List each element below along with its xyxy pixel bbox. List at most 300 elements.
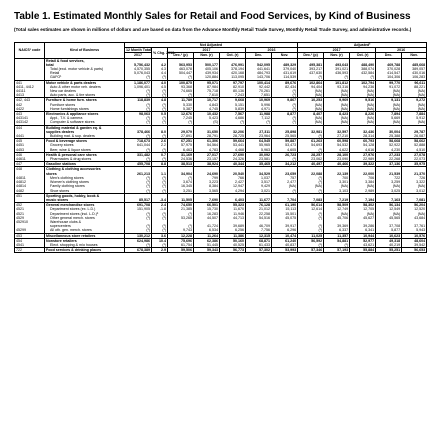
value-cell: 8.8 bbox=[152, 162, 168, 167]
value-cell: 28,100 bbox=[324, 152, 350, 157]
value-cell: 4.0 bbox=[152, 80, 168, 85]
value-cell: 11,670 bbox=[220, 207, 246, 211]
value-cell: 52,888 bbox=[402, 143, 427, 147]
value-cell: 40,219 bbox=[376, 243, 402, 248]
naics-header: NAICS¹ code bbox=[15, 43, 45, 59]
value-cell: 7,651 bbox=[246, 93, 272, 98]
value-cell: 7,894 bbox=[376, 112, 402, 117]
value-cell: (¹) bbox=[272, 120, 298, 125]
naics-code-cell: 442, 443 bbox=[15, 98, 45, 103]
value-cell: (¹) bbox=[125, 184, 152, 188]
value-cell: 29,079 bbox=[168, 130, 194, 134]
value-cell: (NA) bbox=[350, 93, 376, 98]
value-cell: (NA) bbox=[402, 107, 427, 112]
value-cell: (NA) bbox=[350, 116, 376, 120]
value-cell: 60,598 bbox=[324, 139, 350, 144]
value-cell: 40,466 bbox=[324, 162, 350, 167]
value-cell: 45,075 bbox=[272, 216, 298, 220]
value-cell: 12,749 bbox=[324, 207, 350, 211]
value-cell: (NA) bbox=[324, 184, 350, 188]
value-cell: 93,316 bbox=[324, 85, 350, 89]
value-cell: 50,160 bbox=[220, 238, 246, 243]
naics-code-cell: 4453 bbox=[15, 148, 45, 153]
value-cell: (¹) bbox=[125, 180, 152, 184]
value-cell: 98,063 bbox=[125, 112, 152, 117]
value-cell: 22,000 bbox=[350, 172, 376, 176]
value-cell: 432,584 bbox=[350, 71, 376, 75]
value-cell: 54,564 bbox=[194, 143, 220, 147]
kind-of-business-cell: Electronics & appliance stores bbox=[45, 112, 125, 117]
value-cell: 57,975 bbox=[168, 143, 194, 147]
value-cell: 34,212 bbox=[272, 162, 298, 167]
value-cell: (¹) bbox=[125, 116, 152, 120]
value-cell: 331,482 bbox=[125, 152, 152, 157]
naics-code-cell: 722 bbox=[15, 248, 45, 253]
naics-code-cell: 4541 bbox=[15, 243, 45, 248]
value-cell: 23,581 bbox=[246, 157, 272, 162]
value-cell: 85,517 bbox=[125, 198, 152, 203]
value-cell: 27,078 bbox=[402, 152, 427, 157]
value-cell: 54,693 bbox=[298, 143, 324, 147]
value-cell: 11,386 bbox=[220, 233, 246, 238]
value-cell: 49,318 bbox=[376, 238, 402, 243]
value-cell: 40,344 bbox=[220, 162, 246, 167]
value-cell: 74,665 bbox=[168, 89, 194, 93]
value-cell: 4,783 bbox=[194, 148, 220, 153]
value-cell: 11,988 bbox=[246, 112, 272, 117]
kind-of-business-cell: total bbox=[45, 63, 125, 67]
value-cell: 6,296 bbox=[272, 228, 298, 233]
value-cell: (¹) bbox=[125, 120, 152, 125]
value-cell: 2.9 bbox=[152, 248, 168, 253]
value-cell: 96,611 bbox=[402, 80, 427, 85]
value-cell: 1,186,077 bbox=[125, 80, 152, 85]
value-cell: (¹) bbox=[152, 103, 168, 107]
value-cell: 563,953 bbox=[168, 63, 194, 67]
value-cell: 114,539 bbox=[272, 75, 298, 80]
value-cell: 20,540 bbox=[220, 172, 246, 176]
value-cell: 27,690 bbox=[220, 152, 246, 157]
value-cell: 6,337 bbox=[324, 228, 350, 233]
naics-code-cell: 45299 bbox=[15, 228, 45, 233]
kind-of-business-cell: Miscellaneous store retailers bbox=[45, 233, 125, 238]
naics-code-cell: 454 bbox=[15, 238, 45, 243]
value-cell: 23,964 bbox=[246, 134, 272, 139]
value-cell: (¹) bbox=[152, 212, 168, 216]
value-cell: 22,268 bbox=[376, 157, 402, 162]
value-cell: 9,429 bbox=[246, 184, 272, 188]
value-cell: 10,253 bbox=[298, 98, 324, 103]
value-cell: 9,516 bbox=[350, 98, 376, 103]
value-cell: 41,724 bbox=[194, 224, 220, 228]
value-cell: 5,996 bbox=[246, 103, 272, 107]
naics-code-cell: 453 bbox=[15, 233, 45, 238]
value-cell: 51,445 bbox=[194, 243, 220, 248]
kind-of-business-cell: Sporting goods, hobby, book & bbox=[45, 193, 125, 198]
value-cell: (¹) bbox=[298, 148, 324, 153]
value-cell: 641,044 bbox=[125, 143, 152, 147]
value-cell: (NA) bbox=[298, 89, 324, 93]
value-cell: (NA) bbox=[376, 107, 402, 112]
naics-code-cell: 44814 bbox=[15, 184, 45, 188]
value-cell: 32,206 bbox=[220, 130, 246, 134]
value-cell: (NA) bbox=[298, 120, 324, 125]
value-cell: 484,793 bbox=[246, 71, 272, 75]
value-cell: 94,404 bbox=[298, 85, 324, 89]
value-cell: (NA) bbox=[324, 89, 350, 93]
value-cell: 23,157 bbox=[194, 157, 220, 162]
value-cell: 67,251 bbox=[168, 139, 194, 144]
value-cell: (¹) bbox=[272, 103, 298, 107]
value-cell: 55,884 bbox=[350, 248, 376, 253]
value-cell: 3,384 bbox=[350, 180, 376, 184]
value-cell: 7,756 bbox=[246, 228, 272, 233]
value-cell: (¹) bbox=[168, 93, 194, 98]
value-cell: 37,761 bbox=[402, 224, 427, 228]
kind-of-business-cell: Pharmacies & drug stores bbox=[45, 157, 125, 162]
not-adjusted-header: Not Adjusted bbox=[125, 43, 298, 48]
value-cell: 54,128 bbox=[350, 143, 376, 147]
value-cell: 7,083 bbox=[298, 198, 324, 203]
value-cell: 8,423 bbox=[324, 112, 350, 117]
value-cell: 57,193 bbox=[324, 248, 350, 253]
value-cell: 39,369 bbox=[324, 224, 350, 228]
value-cell: (NA) bbox=[402, 103, 427, 107]
value-cell: 25,898 bbox=[272, 130, 298, 134]
value-cell: 389,057 bbox=[402, 67, 427, 71]
value-cell: 35,465 bbox=[246, 162, 272, 167]
value-cell: 10,432 bbox=[194, 112, 220, 117]
kind-of-business-cell: New car dealers bbox=[45, 89, 125, 93]
value-cell: 5,756,432 bbox=[125, 63, 152, 67]
kind-of-business-cell: Motor vehicle & parts dealers bbox=[45, 80, 125, 85]
value-cell: 64,545 bbox=[246, 139, 272, 144]
naics-code-cell: 4529 bbox=[15, 216, 45, 220]
value-cell: 76,128 bbox=[246, 203, 272, 208]
value-cell: (NA) bbox=[350, 107, 376, 112]
value-cell: 476,991 bbox=[220, 63, 246, 67]
value-cell: 391,021 bbox=[324, 67, 350, 71]
value-cell: 1,096,401 bbox=[125, 85, 152, 89]
value-cell: (NA) bbox=[376, 212, 402, 216]
value-cell: 7,884 bbox=[402, 112, 427, 117]
value-cell: 80,136 bbox=[220, 89, 246, 93]
value-cell: 27,976 bbox=[350, 152, 376, 157]
value-cell: 24,690 bbox=[194, 172, 220, 176]
value-cell: (¹) bbox=[152, 75, 168, 80]
value-cell: 100,875 bbox=[168, 80, 194, 85]
kind-of-business-cell: Computer & software stores bbox=[45, 120, 125, 125]
value-cell: 101,812 bbox=[324, 80, 350, 85]
value-cell: 5,151 bbox=[220, 103, 246, 107]
value-cell: (NA) bbox=[298, 107, 324, 112]
value-cell: (NA) bbox=[324, 116, 350, 120]
value-cell: 5,387 bbox=[168, 107, 194, 112]
value-cell: 6,534 bbox=[194, 228, 220, 233]
value-cell: 74,650 bbox=[168, 203, 194, 208]
oct-r-header: Oct. (r) bbox=[220, 53, 246, 58]
value-cell: (¹) bbox=[152, 134, 168, 139]
value-cell: 4,294 bbox=[220, 189, 246, 194]
value-cell: 500,177 bbox=[194, 63, 220, 67]
value-cell: (¹) bbox=[168, 75, 194, 80]
value-cell: (¹) bbox=[272, 157, 298, 162]
value-cell: (¹) bbox=[152, 93, 168, 98]
value-cell: (¹) bbox=[298, 243, 324, 248]
value-cell: 32,597 bbox=[324, 130, 350, 134]
value-cell: 3,322 bbox=[402, 180, 427, 184]
value-cell: 54,881 bbox=[324, 238, 350, 243]
value-cell: 378,466 bbox=[125, 130, 152, 134]
value-cell: 40,837 bbox=[272, 243, 298, 248]
kind-of-business-cell: Warehouse clubs & bbox=[45, 220, 125, 224]
value-cell: 757 bbox=[272, 176, 298, 180]
value-cell: 3,517 bbox=[246, 180, 272, 184]
value-cell: (¹) bbox=[298, 212, 324, 216]
kind-of-business-cell: Furniture & home furn. stores bbox=[45, 98, 125, 103]
value-cell: 11,789 bbox=[168, 98, 194, 103]
value-cell: 4,971 bbox=[246, 107, 272, 112]
value-cell: 9,743 bbox=[168, 228, 194, 233]
value-cell: 370,028 bbox=[376, 67, 402, 71]
value-cell: (¹) bbox=[125, 176, 152, 180]
value-cell: 3,223 bbox=[194, 180, 220, 184]
value-cell: 99,770 bbox=[376, 80, 402, 85]
naics-code-cell: 4521 bbox=[15, 207, 45, 211]
value-cell: 55,965 bbox=[246, 143, 272, 147]
value-cell: (¹) bbox=[168, 224, 194, 228]
value-cell: 53,473 bbox=[272, 143, 298, 147]
value-cell: 706 bbox=[350, 176, 376, 180]
value-cell: 414,547 bbox=[376, 71, 402, 75]
value-cell: 27,017 bbox=[194, 152, 220, 157]
value-cell: 9,867 bbox=[272, 98, 298, 103]
table-subtitle: (Total sales estimates are shown in millions of dollars and are based on data from the Advance Monthly Retail Trade Survey, Monthly Retail Trade Survey, and administrative records.) bbox=[14, 27, 412, 32]
kind-of-business-cell: Appl., T.V. & camera bbox=[45, 116, 125, 120]
value-cell: 151,905 bbox=[125, 207, 152, 211]
value-cell: 44,713 bbox=[220, 216, 246, 220]
kind-of-business-cell: Other general merch. stores bbox=[45, 216, 125, 220]
value-cell: 4,745 bbox=[194, 107, 220, 112]
value-cell: 7,112 bbox=[246, 116, 272, 120]
value-cell: 542,095 bbox=[246, 63, 272, 67]
table-row bbox=[15, 248, 427, 253]
value-cell: (NA) bbox=[402, 93, 427, 98]
value-cell: (¹) bbox=[152, 184, 168, 188]
dec-2016-header: Dec. bbox=[246, 53, 272, 58]
value-cell: 8.0 bbox=[152, 130, 168, 134]
kind-of-business-cell: Building material & garden eq. & bbox=[45, 125, 125, 130]
value-cell: 5,912 bbox=[402, 116, 427, 120]
value-cell: 7,081 bbox=[402, 198, 427, 203]
value-cell: (NA) bbox=[298, 93, 324, 98]
naics-code-cell: 4482 bbox=[15, 189, 45, 194]
value-cell: 89,676 bbox=[272, 80, 298, 85]
value-cell: 53,265 bbox=[168, 216, 194, 220]
value-cell: (¹) bbox=[125, 212, 152, 216]
value-cell: (¹) bbox=[125, 189, 152, 194]
value-cell: 7,243 bbox=[220, 93, 246, 98]
nov-r-header: Nov. (r) bbox=[194, 53, 220, 58]
value-cell: 61,190 bbox=[272, 203, 298, 208]
value-cell: 37,136 bbox=[376, 162, 402, 167]
value-cell: 106,283 bbox=[402, 75, 427, 80]
value-cell: 726 bbox=[402, 176, 427, 180]
value-cell: 75,696 bbox=[168, 238, 194, 243]
value-cell: 5,423 bbox=[194, 116, 220, 120]
value-cell: (¹) bbox=[324, 75, 350, 80]
value-cell: 45,565 bbox=[376, 216, 402, 220]
value-cell: 493,643 bbox=[324, 63, 350, 67]
value-cell: 439,934 bbox=[194, 71, 220, 75]
kind-of-business-cell: supercenters bbox=[45, 224, 125, 228]
value-cell: 10,717 bbox=[194, 98, 220, 103]
value-cell: (NA) bbox=[350, 212, 376, 216]
sales-table bbox=[14, 42, 427, 253]
pct-chg-header: % Chg. 2016 bbox=[152, 48, 168, 58]
adj-nov-2016-header: Nov. bbox=[402, 53, 427, 58]
value-cell: (NA) bbox=[376, 120, 402, 125]
value-cell: 26,723 bbox=[272, 152, 298, 157]
value-cell: 27,210 bbox=[324, 134, 350, 139]
value-cell: 46,709 bbox=[246, 224, 272, 228]
value-cell: 58,668 bbox=[376, 139, 402, 144]
value-cell: 54,532 bbox=[324, 143, 350, 147]
value-cell: (¹) bbox=[272, 89, 298, 93]
adj-dec-2016-header: Dec. bbox=[376, 53, 402, 58]
value-cell: 55,323 bbox=[220, 203, 246, 208]
value-cell: (¹) bbox=[298, 134, 324, 139]
value-cell: 722 bbox=[376, 176, 402, 180]
value-cell: (¹) bbox=[152, 120, 168, 125]
value-cell: (¹) bbox=[298, 180, 324, 184]
value-cell: 30,004 bbox=[376, 130, 402, 134]
value-cell: 9,969 bbox=[324, 98, 350, 103]
value-cell: 53,441 bbox=[220, 143, 246, 147]
naics-code-cell: 4413 bbox=[15, 93, 45, 98]
value-cell: 5,943 bbox=[402, 228, 427, 233]
value-cell: 25,388 bbox=[376, 134, 402, 139]
value-cell: 3,674 bbox=[168, 180, 194, 184]
value-cell: 102,794 bbox=[350, 80, 376, 85]
value-cell: 24,536 bbox=[168, 157, 194, 162]
value-cell: 70,261 bbox=[246, 89, 272, 93]
kind-of-business-cell: Family clothing stores bbox=[45, 184, 125, 188]
value-cell: 6,256 bbox=[220, 228, 246, 233]
value-cell: 488,490 bbox=[350, 63, 376, 67]
value-cell: 0.5 bbox=[152, 112, 168, 117]
value-cell: (NA) bbox=[376, 103, 402, 107]
value-cell: 40,497 bbox=[298, 162, 324, 167]
value-cell: 8,877 bbox=[272, 112, 298, 117]
adj-oct-r-header: Oct. (r) bbox=[350, 53, 376, 58]
value-cell: 40,525 bbox=[220, 243, 246, 248]
value-cell: 5,839 bbox=[220, 107, 246, 112]
value-cell: (¹) bbox=[350, 75, 376, 80]
value-cell: 35,975 bbox=[402, 162, 427, 167]
value-cell: 393,217 bbox=[298, 67, 324, 71]
kind-of-business-cell: Furniture stores bbox=[45, 103, 125, 107]
value-cell: 3,021 bbox=[246, 189, 272, 194]
value-cell: 16,345 bbox=[168, 184, 194, 188]
value-cell: 441,641 bbox=[246, 67, 272, 71]
value-cell: (¹) bbox=[152, 148, 168, 153]
value-cell: 12,676 bbox=[168, 112, 194, 117]
value-cell: 436,593 bbox=[324, 71, 350, 75]
value-cell: 59,664 bbox=[220, 139, 246, 144]
value-cell: 2.4 bbox=[152, 203, 168, 208]
value-cell: (¹) bbox=[152, 189, 168, 194]
value-cell: 45,627 bbox=[350, 216, 376, 220]
value-cell: 437,630 bbox=[298, 71, 324, 75]
value-cell: 504,447 bbox=[168, 71, 194, 75]
naics-code-cell: 442 bbox=[15, 103, 45, 107]
value-cell: 91,072 bbox=[376, 85, 402, 89]
value-cell: 28,725 bbox=[220, 134, 246, 139]
value-cell: 11,505 bbox=[168, 198, 194, 203]
kind-of-business-cell: Auto & other motor veh. dealers bbox=[45, 85, 125, 89]
naics-code-cell: 4422 bbox=[15, 107, 45, 112]
value-cell: 11,946 bbox=[220, 212, 246, 216]
value-cell: (¹) bbox=[125, 134, 152, 139]
value-cell: 7,690 bbox=[194, 198, 220, 203]
value-cell: 130,212 bbox=[125, 233, 152, 238]
value-cell: 118,839 bbox=[125, 98, 152, 103]
value-cell: 2.2 bbox=[152, 143, 168, 147]
value-cell: 104,306 bbox=[376, 75, 402, 80]
value-cell: 59,887 bbox=[272, 139, 298, 144]
naics-code-cell: 4451 bbox=[15, 143, 45, 147]
value-cell: 56,134 bbox=[376, 203, 402, 208]
naics-code-cell: 444 bbox=[15, 125, 45, 130]
kind-of-business-cell: Nonstore retailers bbox=[45, 238, 125, 243]
kind-of-business-cell: Elect. shopping & m/o houses bbox=[45, 243, 125, 248]
value-cell: (¹) bbox=[272, 107, 298, 112]
value-cell: 469,788 bbox=[376, 63, 402, 67]
naics-code-cell: 447 bbox=[15, 162, 45, 167]
value-cell: 12,520 bbox=[402, 207, 427, 211]
value-cell: (¹) bbox=[125, 216, 152, 220]
kind-of-business-cell: Gasoline stations bbox=[45, 162, 125, 167]
value-cell: 5,076,043 bbox=[125, 71, 152, 75]
value-cell: 55,251 bbox=[376, 248, 402, 253]
value-cell: 12,947 bbox=[220, 184, 246, 188]
value-cell: 58,509 bbox=[324, 203, 350, 208]
value-cell: 56,773 bbox=[220, 248, 246, 253]
value-cell: 420,168 bbox=[220, 71, 246, 75]
value-cell: (NA) bbox=[350, 89, 376, 93]
value-cell: (¹) bbox=[272, 116, 298, 120]
value-cell: 21,370 bbox=[402, 172, 427, 176]
value-cell: 61,306 bbox=[194, 139, 220, 144]
naics-code-cell: 452 bbox=[15, 203, 45, 208]
value-cell: (NA) bbox=[272, 184, 298, 188]
value-cell: 94,236 bbox=[350, 85, 376, 89]
naics-code-cell: 445 bbox=[15, 139, 45, 144]
value-cell: 4,686 bbox=[220, 116, 246, 120]
value-cell: 21,539 bbox=[376, 172, 402, 176]
value-cell: 75,718 bbox=[194, 89, 220, 93]
value-cell: (NA) bbox=[402, 184, 427, 188]
value-cell: 5,330 bbox=[168, 103, 194, 107]
value-cell: 7,610 bbox=[194, 93, 220, 98]
value-cell: 11,025 bbox=[298, 233, 324, 238]
adj-dec-p-header: Dec.³ (p) bbox=[298, 53, 324, 58]
naics-code-cell: 4521 bbox=[15, 212, 45, 216]
value-cell: 7,704 bbox=[272, 198, 298, 203]
value-cell: 6,403 bbox=[220, 198, 246, 203]
value-cell: (NA) bbox=[324, 103, 350, 107]
